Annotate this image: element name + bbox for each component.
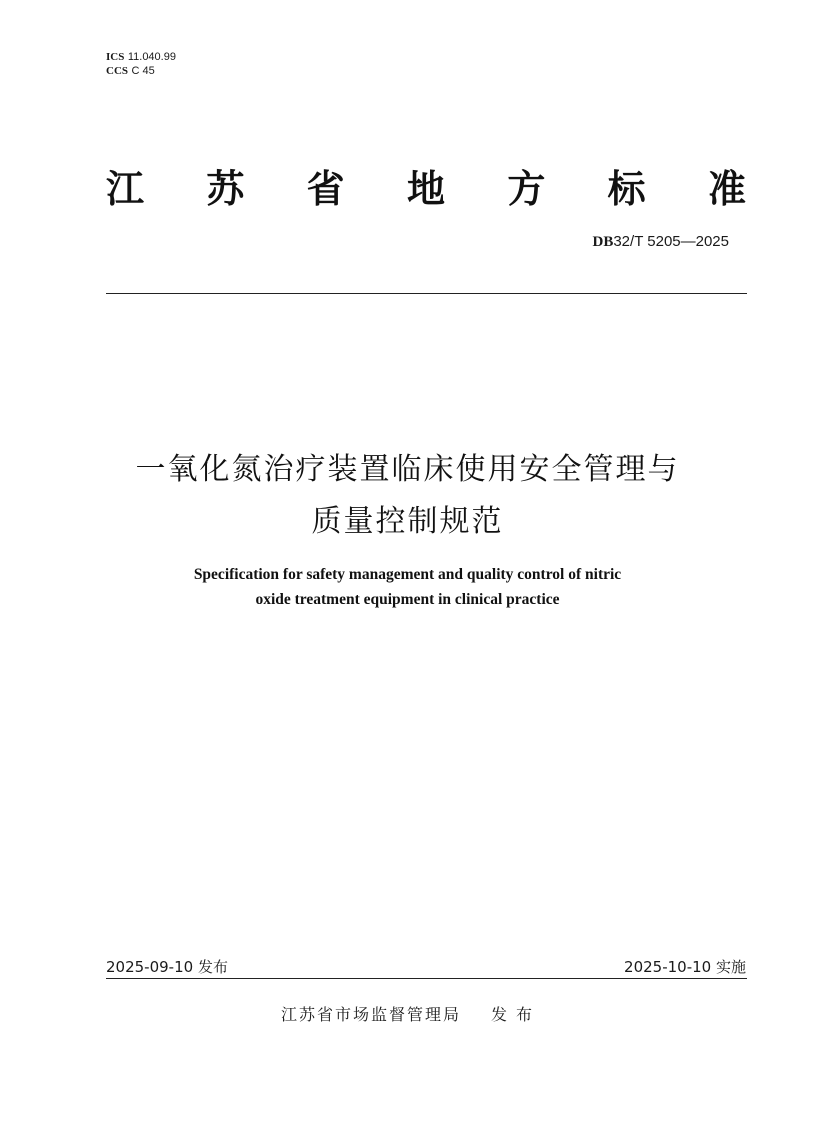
standard-type-char: 地 — [406, 166, 445, 211]
document-title-en-line2: oxide treatment equipment in clinical practice — [255, 591, 560, 608]
standard-type-char: 标 — [607, 166, 646, 211]
ccs-value: C 45 — [131, 65, 155, 77]
standard-type-title — [106, 160, 746, 210]
document-title-zh-line2: 质量控制规范 — [311, 504, 504, 539]
standard-type-char: 江 — [106, 166, 145, 211]
issuer-action: 发 布 — [490, 1005, 535, 1024]
issuer-name: 江苏省市场监督管理局 — [280, 1005, 461, 1024]
standard-number-code: 32/T 5205—2025 — [613, 233, 729, 250]
standard-type-char: 省 — [306, 166, 345, 211]
classification-codes — [106, 50, 176, 78]
header-divider — [106, 293, 747, 294]
implementation-date: 2025-10-10 实施 — [624, 958, 746, 976]
standard-type-char: 苏 — [206, 166, 245, 211]
footer-divider — [106, 978, 747, 979]
issuer — [0, 1002, 815, 1025]
ccs-code — [106, 64, 176, 78]
release-date: 2025-09-10 发布 — [106, 958, 228, 976]
ics-value: 11.040.99 — [127, 51, 176, 63]
document-title-en-line1: Specification for safety management and quality control of nitric — [193, 566, 622, 583]
ics-label: ICS — [106, 51, 125, 63]
ics-code — [106, 50, 176, 64]
standard-type-char: 方 — [507, 166, 546, 211]
document-title-zh-line1: 一氧化氮治疗装置临床使用安全管理与 — [135, 452, 680, 487]
standard-number-prefix: DB — [592, 234, 614, 250]
standard-type-char: 准 — [707, 166, 746, 211]
ccs-label: CCS — [106, 65, 129, 77]
standard-number — [593, 232, 730, 251]
